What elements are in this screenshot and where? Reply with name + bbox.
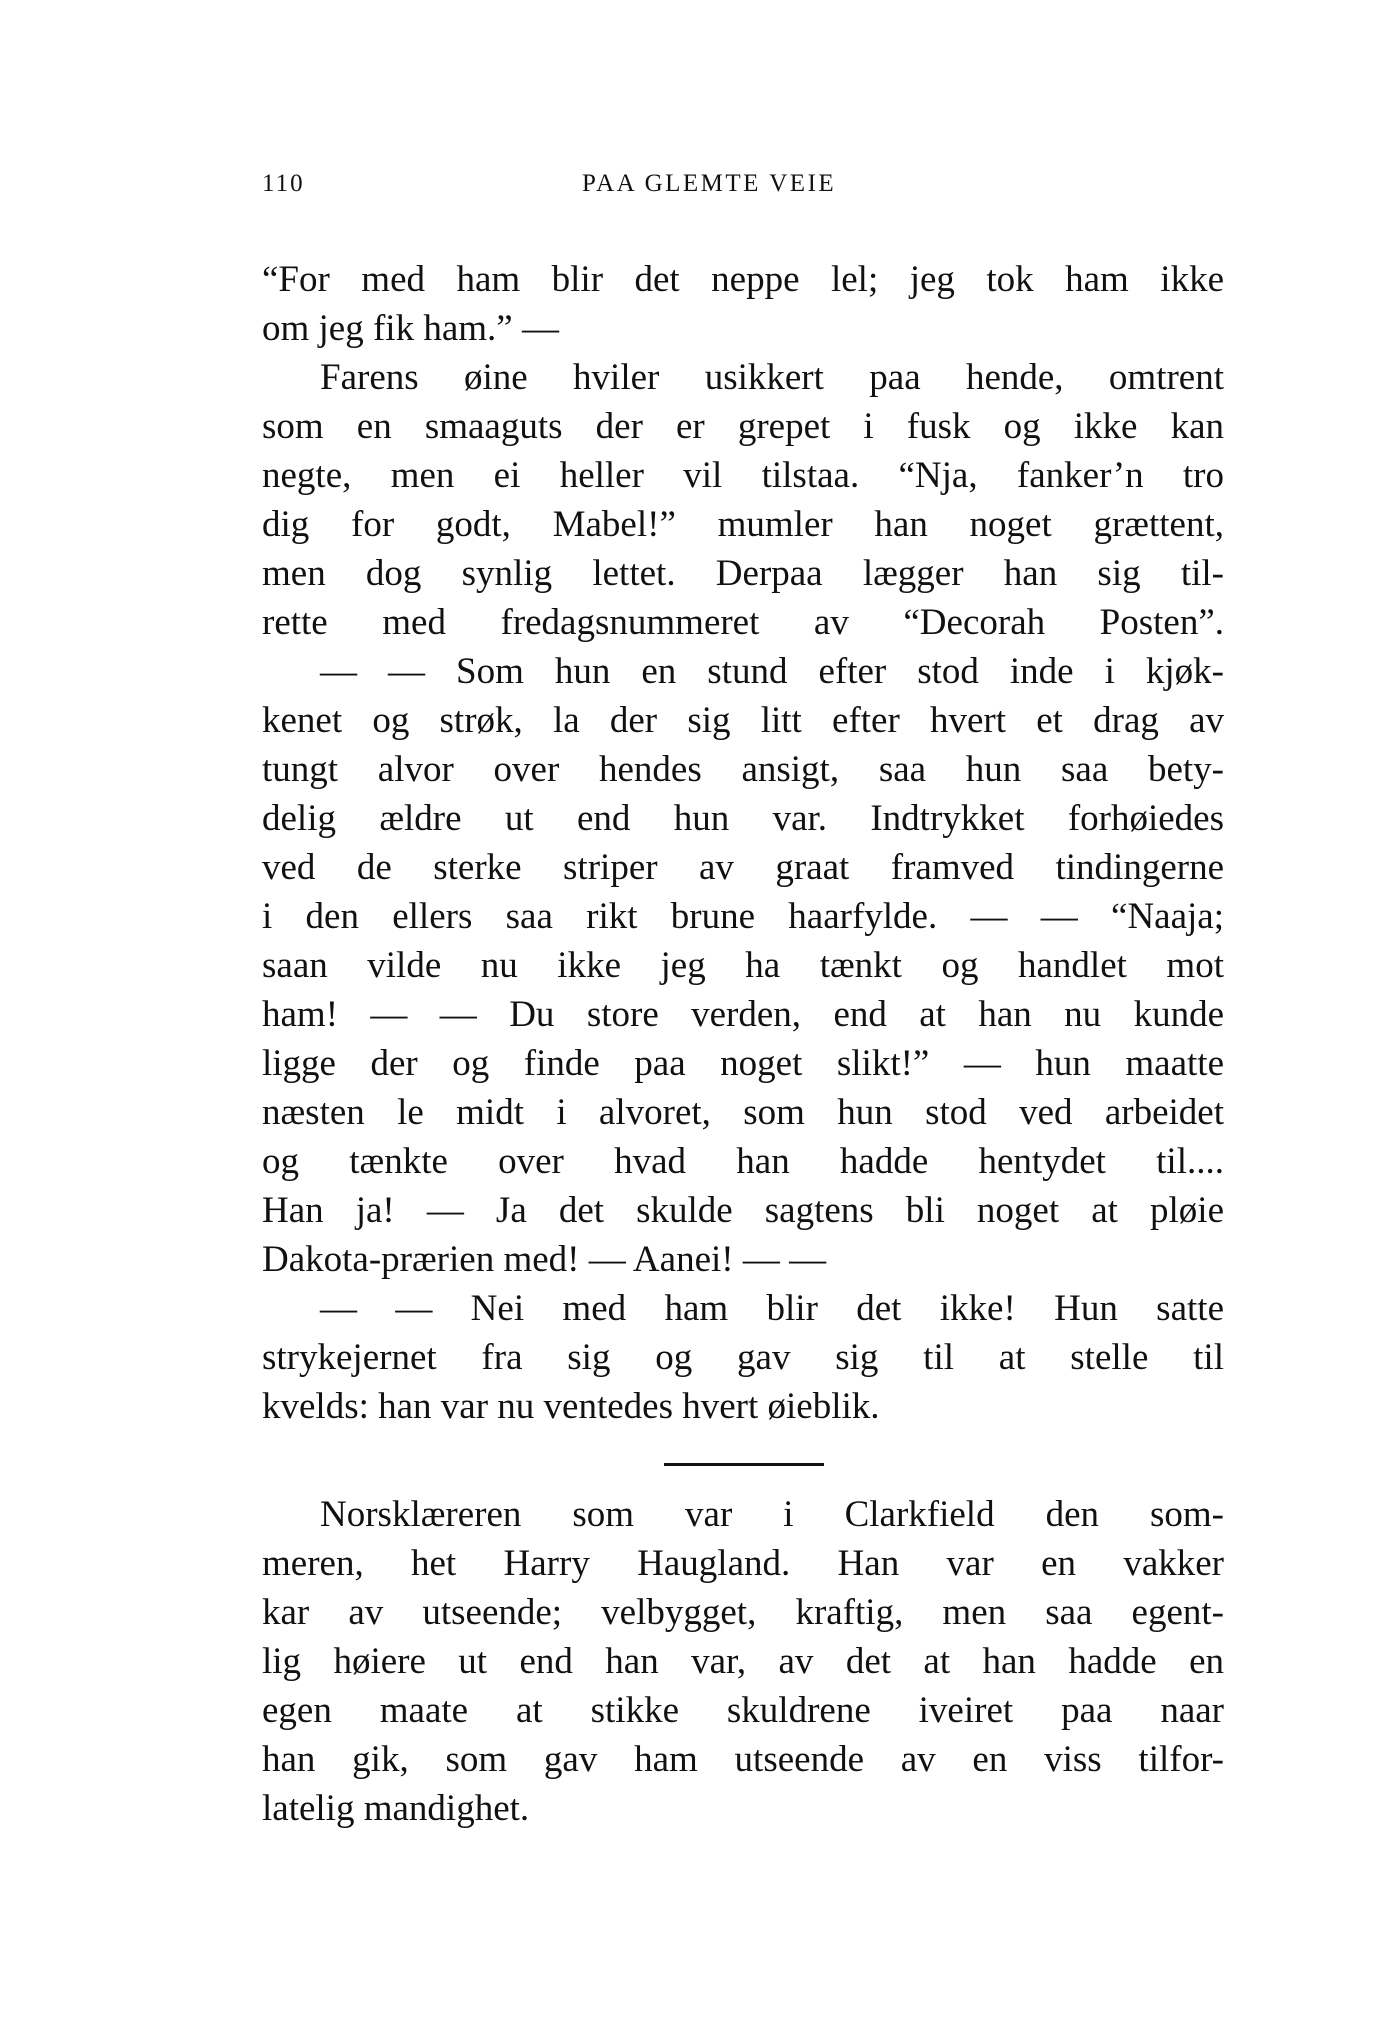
text-line: delig ældre ut end hun var. Indtrykket forhøiedes (262, 798, 1224, 839)
text-line: ved de sterke striper av graat framved tindingerne (262, 847, 1224, 888)
page-number: 110 (262, 170, 305, 197)
text-line: latelig mandighet. (262, 1788, 530, 1829)
text-line: — — Nei med ham blir det ikke! Hun satte (320, 1288, 1224, 1329)
text-line: ham! — — Du store verden, end at han nu kunde (262, 994, 1224, 1035)
page-header (262, 170, 1224, 206)
text-line: — — Som hun en stund efter stod inde i kjøk- (320, 651, 1224, 692)
text-line: kvelds: han var nu ventedes hvert øieblik. (262, 1386, 880, 1427)
text-line: meren, het Harry Haugland. Han var en vakker (262, 1543, 1224, 1584)
text-line: rette med fredagsnummeret av “Decorah Posten”. (262, 602, 1224, 643)
text-line: Dakota-prærien med! — Aanei! — — (262, 1239, 827, 1280)
text-line: i den ellers saa rikt brune haarfylde. — — “Naaja; (262, 896, 1224, 937)
text-line: men dog synlig lettet. Derpaa lægger han sig til- (262, 553, 1224, 594)
text-line: dig for godt, Mabel!” mumler han noget grættent, (262, 504, 1224, 545)
text-line: “For med ham blir det neppe lel; jeg tok ham ikke (262, 259, 1224, 300)
section-separator-rule (664, 1463, 824, 1466)
text-line: Han ja! — Ja det skulde sagtens bli noget at pløie (262, 1190, 1224, 1231)
text-line: han gik, som gav ham utseende av en viss tilfor- (262, 1739, 1224, 1780)
running-title: PAA GLEMTE VEIE (582, 170, 837, 197)
text-line: kar av utseende; velbygget, kraftig, men saa egent- (262, 1592, 1224, 1633)
text-line: saan vilde nu ikke jeg ha tænkt og handlet mot (262, 945, 1224, 986)
text-line: og tænkte over hvad han hadde hentydet til.... (262, 1141, 1224, 1182)
text-line: negte, men ei heller vil tilstaa. “Nja, fanker’n tro (262, 455, 1224, 496)
text-line: tungt alvor over hendes ansigt, saa hun saa bety- (262, 749, 1224, 790)
text-line: ligge der og finde paa noget slikt!” — hun maatte (262, 1043, 1224, 1084)
text-line: strykejernet fra sig og gav sig til at stelle til (262, 1337, 1224, 1378)
section-1-text (262, 255, 1224, 1431)
text-line: Farens øine hviler usikkert paa hende, omtrent (320, 357, 1224, 398)
section-2-text (262, 1490, 1224, 1833)
text-line: kenet og strøk, la der sig litt efter hvert et drag av (262, 700, 1224, 741)
text-line: om jeg fik ham.” — (262, 308, 559, 349)
text-line: egen maate at stikke skuldrene iveiret paa naar (262, 1690, 1224, 1731)
text-line: Norsklæreren som var i Clarkfield den som- (320, 1494, 1224, 1535)
text-line: næsten le midt i alvoret, som hun stod ved arbeidet (262, 1092, 1224, 1133)
text-line: lig høiere ut end han var, av det at han hadde en (262, 1641, 1224, 1682)
text-line: som en smaaguts der er grepet i fusk og ikke kan (262, 406, 1224, 447)
